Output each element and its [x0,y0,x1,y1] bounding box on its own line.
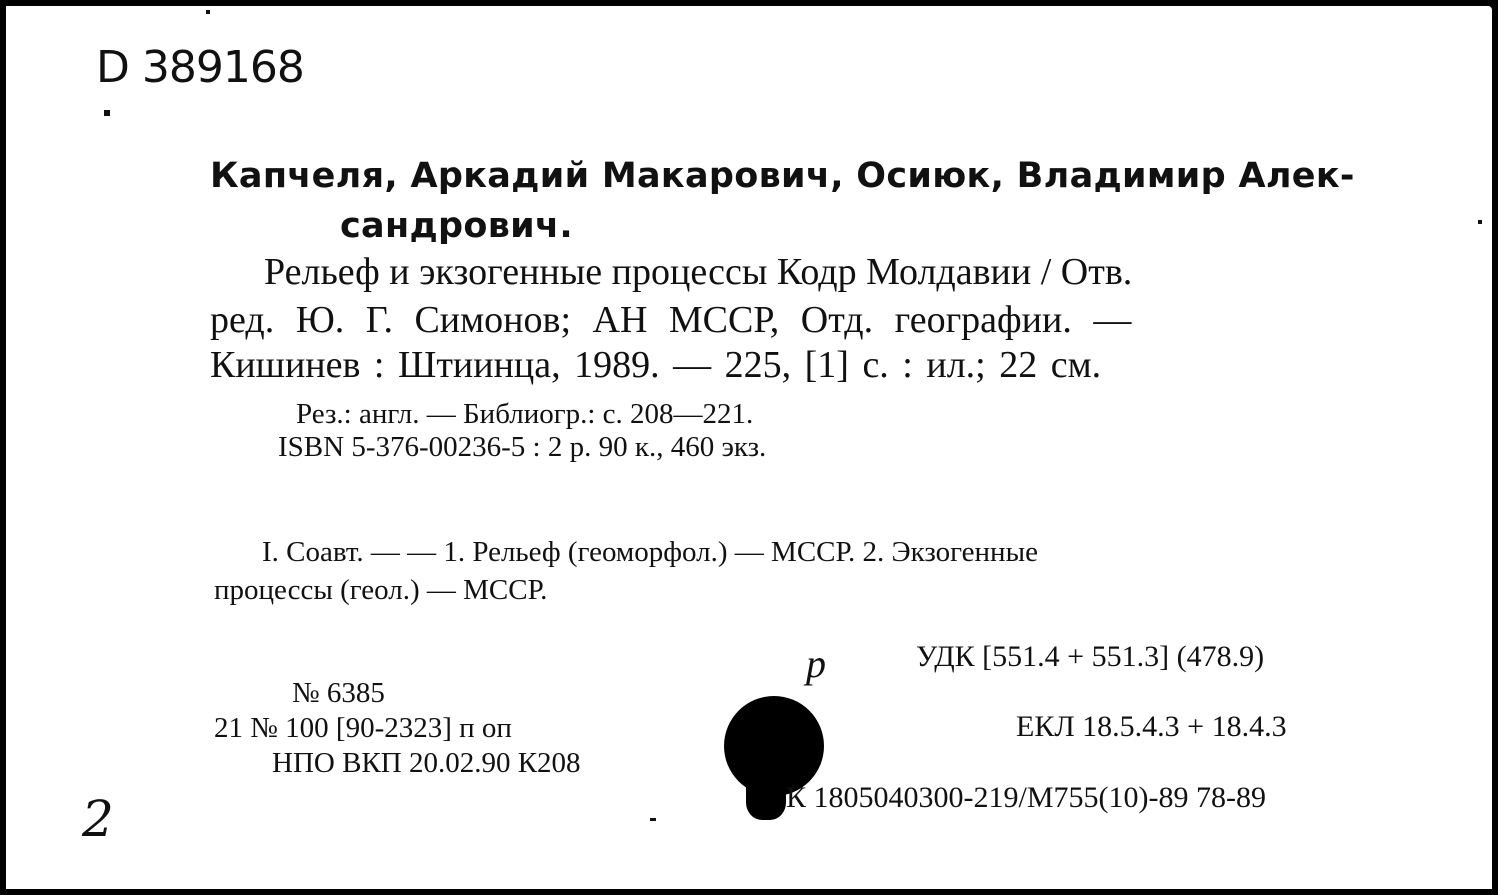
ink-dot [650,818,656,821]
ink-dot [104,110,110,116]
title-line1: Рельеф и экзогенные процессы Кодр Молдавии / Отв. [264,251,1133,293]
title-line3: Кишинев : Штиинца, 1989. — 225, [1] с. : ил.; 22 см. [210,344,1102,386]
order-number: № 6385 [292,677,385,709]
catalog-code: К 1805040300-219/М755(10)-89 78-89 [786,781,1266,814]
ink-blot-tail [746,776,786,820]
print-info-line1: 21 № 100 [90-2323] п оп [214,712,512,744]
isbn-line: ISBN 5-376-00236-5 : 2 р. 90 к., 460 экз. [278,431,767,463]
handwritten-p-mark: p [806,641,826,686]
print-info-line2: НПО ВКП 20.02.90 К208 [272,747,581,779]
tracing-line2: процессы (геол.) — МССР. [214,574,548,606]
ekl-classification: ЕКЛ 18.5.4.3 + 18.4.3 [1016,710,1287,743]
catalog-card [6,6,1492,889]
notes-line1: Рез.: англ. — Библиогр.: с. 208—221. [296,398,754,430]
handwritten-2-mark: 2 [82,790,114,848]
ink-dot [1478,220,1482,224]
ink-dot [206,10,210,14]
title-line2: ред. Ю. Г. Симонов; АН МССР, Отд. географии. — [210,299,1132,341]
udk-classification: УДК [551.4 + 551.3] (478.9) [916,640,1265,673]
call-number: D 389168 [96,42,304,93]
tracing-line1: I. Соавт. — — 1. Рельеф (геоморфол.) — МССР. 2. Экзогенные [262,536,1038,568]
author-heading-line2: сандрович. [340,206,573,246]
author-heading-line1: Капчеля, Аркадий Макарович, Осиюк, Владимир Алек- [210,156,1355,196]
